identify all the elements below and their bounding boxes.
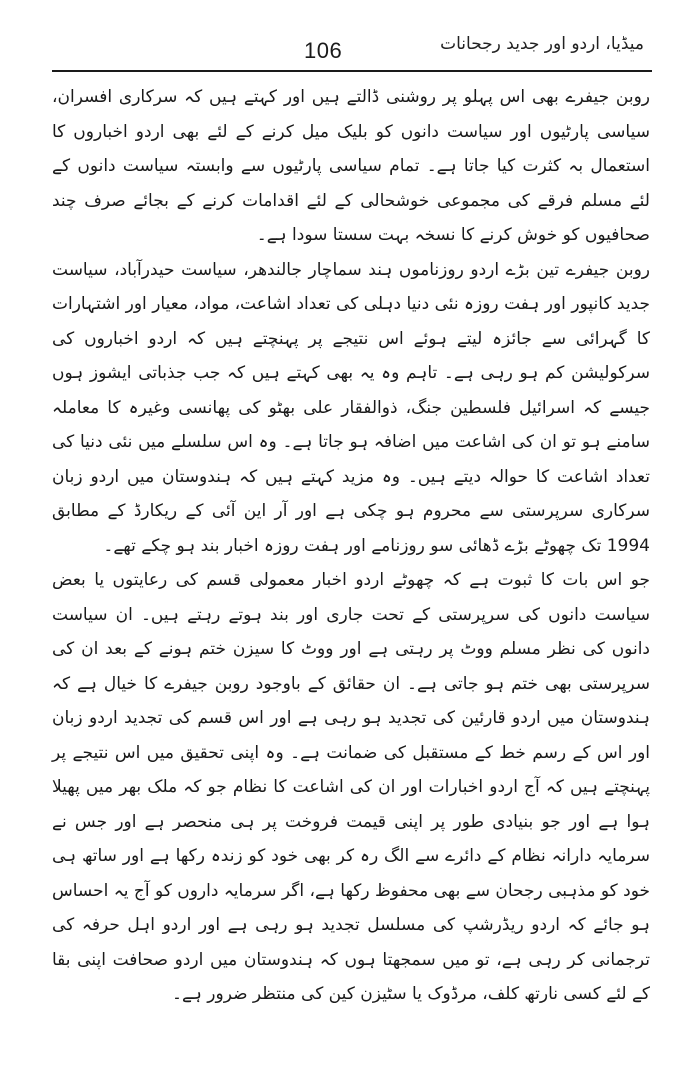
paragraph-3: جو اس بات کا ثبوت ہے کہ چھوٹے اردو اخبار معمولی قسم کی رعایتوں یا بعض سیاست دانوں کی سرپرستی کے تحت جاری اور بند ہوتے رہتے ہیں۔ ان سیاست دانوں کی نظر مسلم ووٹ پر رہتی ہے اور ووٹ کا سیزن ختم ہونے کے بعد ان کی سرپرستی بھی ختم ہو جاتی ہے۔ ان حقائق کے باوجود روبن جیفرے کا خیال ہے کہ ہندوستان میں اردو قارئین کی تجدید ہو رہی ہے اور اس قسم کی تجدید اردو زبان اور اس کے رسم خط کے مستقبل کی ضمانت ہے۔ وہ اپنی تحقیق میں اس نتیجے پر پہنچتے ہیں کہ آج اردو اخبارات اور ان کی اشاعت کا نظام جو کہ ملک بھر میں پھیلا ہوا ہے اور جو بنیادی طور پر اپنی قیمت فروخت پر ہی منحصر ہے اور جس نے سرمایہ دارانہ نظام کے دائرے سے الگ رہ کر بھی خود کو زندہ رکھا ہے اور ساتھ ہی خود کو مذہبی رجحان سے بھی محفوظ رکھا ہے، اگر سرمایہ داروں کو آج یہ احساس ہو جائے کہ اردو ریڈرشپ کی مسلسل تجدید ہو رہی ہے اور اردو اہل حرفہ کی ترجمانی کر رہی ہے، تو میں سمجھتا ہوں کہ ہندوستان میں اردو صحافت اپنی بقا کے لئے کسی نارتھ کلف، مرڈوک یا سٹیزن کین کی منتظر ضرور ہے۔ <box>52 570 650 1004</box>
paragraph-2: روبن جیفرے تین بڑے اردو روزناموں ہند سماچار جالندھر، سیاست حیدرآباد، سیاست جدید کانپور اور ہفت روزہ نئی دنیا دہلی کی تعداد اشاعت، مواد، معیار اور اشتہارات کا گہرائی سے جائزہ لیتے ہوئے اس نتیجے پر پہنچتے ہیں کہ اردو اخباروں کی سرکولیشن کم ہو رہی ہے۔ تاہم وہ یہ بھی کہتے ہیں کہ جب جذباتی ایشوز ہوں جیسے کہ اسرائیل فلسطین جنگ، ذوالفقار علی بھٹو کی پھانسی وغیرہ کا معاملہ سامنے ہو تو ان کی اشاعت میں اضافہ ہو جاتا ہے۔ وہ اس سلسلے میں نئی دنیا کی تعداد اشاعت کا حوالہ دیتے ہیں۔ وہ مزید کہتے ہیں کہ ہندوستان میں اردو زبان سرکاری سرپرستی سے محروم ہو چکی ہے اور آر این آئی کے ریکارڈ کے مطابق 1994 تک چھوٹے بڑے ڈھائی سو روزنامے اور ہفت روزہ اخبار بند ہو چکے تھے۔ <box>52 259 650 556</box>
page-number: 106 <box>304 38 343 63</box>
paragraph-1: روبن جیفرے بھی اس پہلو پر روشنی ڈالتے ہیں اور کہتے ہیں کہ سرکاری افسران، سیاسی پارٹیوں اور سیاست دانوں کو بلیک میل کرنے کے لئے بھی اردو اخباروں کا استعمال بہ کثرت کیا جاتا ہے۔ تمام سیاسی پارٹیوں سے وابستہ سیاست دانوں کے لئے مسلم فرقے کی مجموعی خوشحالی کے لئے اقدامات کرنے کے بجائے صرف چند صحافیوں کو خوش کرنے کا نسخہ بہت سستا سودا ہے۔ <box>52 87 650 245</box>
header-divider <box>52 70 652 72</box>
body-text <box>52 80 650 1012</box>
running-title: میڈیا، اردو اور جدید رجحانات <box>440 34 644 54</box>
page-header <box>52 30 650 64</box>
